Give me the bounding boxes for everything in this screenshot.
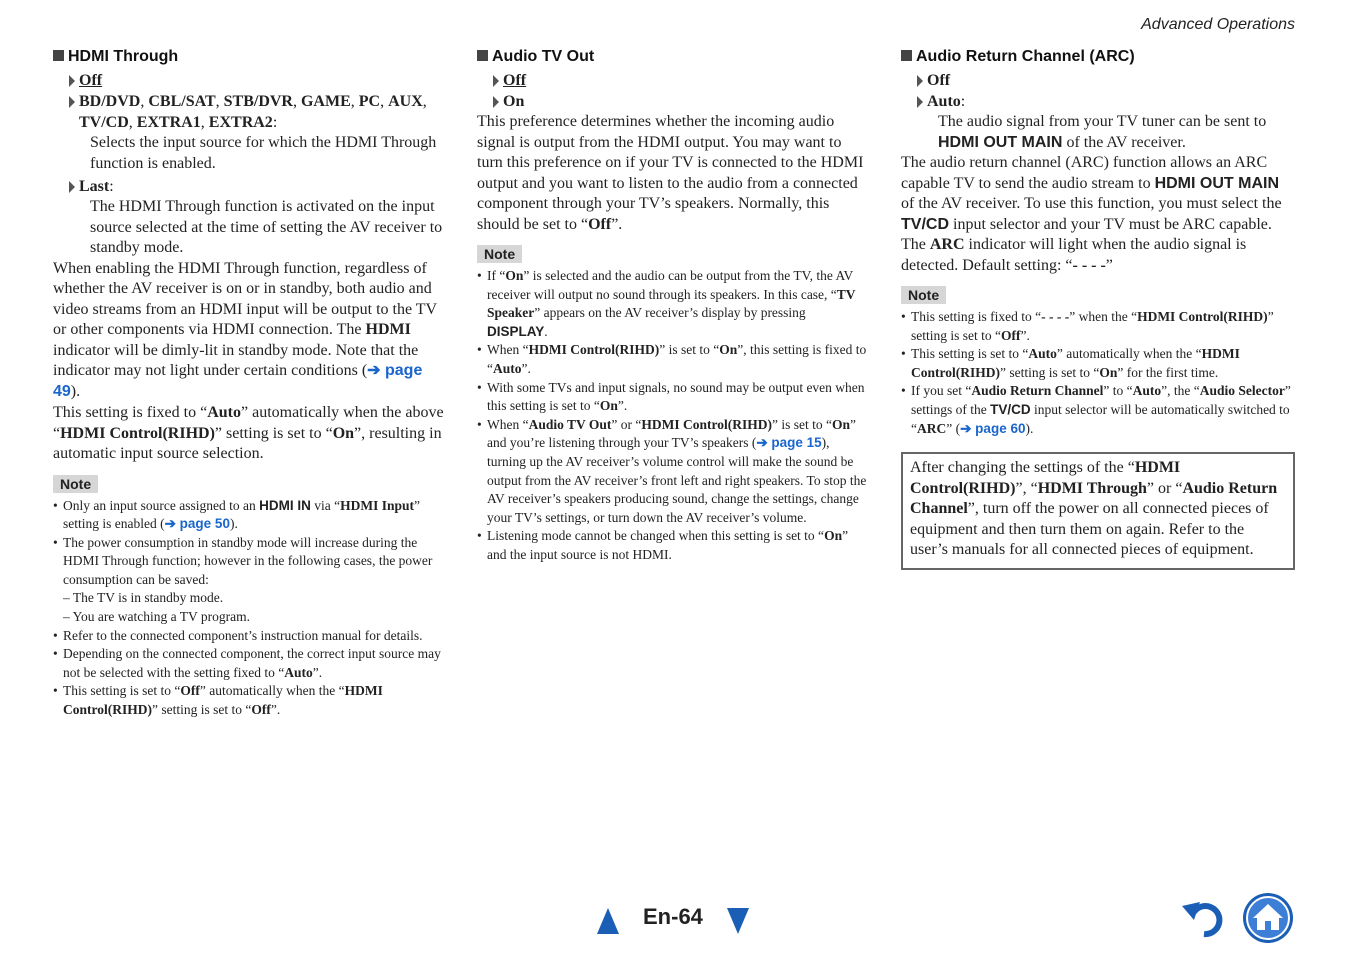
link-page-60[interactable]: ➔ page 60 — [960, 420, 1026, 436]
heading-arc: Audio Return Channel (ARC) — [901, 46, 1295, 68]
triangle-bullet-icon — [69, 75, 75, 87]
option-auto: Auto: — [917, 91, 1295, 112]
column-hdmi-through — [53, 46, 445, 720]
auto-description: The audio signal from your TV tuner can be sent to HDMI OUT MAIN of the AV receiver. — [938, 113, 1267, 151]
option-off: Off — [69, 70, 445, 91]
column-audio-tv-out — [477, 46, 869, 565]
page-footer-nav — [597, 902, 747, 938]
notes-list — [477, 267, 869, 565]
paragraph-hdmi-through: When enabling the HDMI Through function, regardless of whether the AV receiver is on or in standby, both audio and video streams from an HDMI input will be output to the TV or other components via HDMI connection. The HDMI indicator will be dimly-lit in standby mode. Note that the indicator may not light under certain conditions (➔ page 49). — [53, 259, 437, 400]
last-description: The HDMI Through function is activated on the input source selected at the time of setting the AV receiver to standby mode. — [90, 198, 443, 256]
list-item: • This setting is fixed to “- - - -” when the “HDMI Control(RIHD)” setting is set to “Off”. — [901, 308, 1295, 345]
option-on: On — [493, 91, 869, 112]
list-item: • When “HDMI Control(RIHD)” is set to “On”, this setting is fixed to “Auto”. — [477, 341, 869, 378]
triangle-bullet-icon — [493, 75, 499, 87]
option-off: Off — [917, 70, 1295, 91]
heading-audio-tv-out: Audio TV Out — [477, 46, 869, 68]
triangle-bullet-icon — [917, 96, 923, 108]
back-icon[interactable] — [1180, 896, 1230, 940]
option-off: Off — [493, 70, 869, 91]
list-item: • With some TVs and input signals, no sound may be output even when this setting is set to “On”. — [477, 379, 869, 416]
down-arrow-icon[interactable] — [727, 908, 749, 934]
column-arc — [901, 46, 1295, 570]
section-header: Advanced Operations — [1141, 16, 1295, 33]
square-bullet-icon — [53, 50, 64, 61]
list-item: • If “On” is selected and the audio can be output from the TV, the AV receiver will output no sound through its speakers. In this case, “TV Speaker” appears on the AV receiver’s display by pressing DISPLAY. — [477, 267, 869, 341]
option-last: Last: — [69, 176, 445, 197]
square-bullet-icon — [901, 50, 912, 61]
list-item: • Listening mode cannot be changed when this setting is set to “On” and the input source is not HDMI. — [477, 527, 869, 564]
link-page-15[interactable]: ➔ page 15 — [756, 435, 822, 451]
note-label: Note — [53, 475, 98, 493]
paragraph-arc: The audio return channel (ARC) function allows an ARC capable TV to send the audio stream to HDMI OUT MAIN of the AV receiver. To use this function, you must select the TV/CD input selector and your TV must be ARC capable. The ARC indicator will light when the audio signal is detected. Default setting: “- - - -” — [901, 154, 1282, 274]
triangle-bullet-icon — [493, 96, 499, 108]
page-number: En-64 — [643, 904, 703, 929]
note-label: Note — [901, 286, 946, 304]
list-item: • Only an input source assigned to an HDMI IN via “HDMI Input” setting is enabled (➔ page 50). — [53, 497, 445, 534]
paragraph-auto-fixed: This setting is fixed to “Auto” automatically when the above “HDMI Control(RIHD)” setting is set to “On”, resulting in automatic input source selection. — [53, 404, 444, 462]
list-item: • When “Audio TV Out” or “HDMI Control(RIHD)” is set to “On” and you’re listening through your TV’s speakers (➔ page 15), turning up the AV receiver’s volume control will make the sound be output from the AV receiver’s front left and right speakers. To stop the AV receiver’s speakers producing sound, change the settings, change your TV’s settings, or turn down the AV receiver’s volume. — [477, 416, 869, 528]
info-box: After changing the settings of the “HDMI Control(RIHD)”, “HDMI Through” or “Audio Return Channel”, turn off the power on all connected pieces of equipment and then turn them on again. Refer to the user’s manuals for all connected pieces of equipment. — [901, 452, 1295, 570]
list-item: • This setting is set to “Auto” automatically when the “HDMI Control(RIHD)” setting is set to “On” for the first time. — [901, 345, 1295, 382]
notes-list — [53, 497, 445, 720]
list-item: • Depending on the connected component, the correct input source may not be selected with the setting fixed to “Auto”. — [53, 645, 445, 682]
link-page-50[interactable]: ➔ page 50 — [164, 516, 230, 532]
link-page-49[interactable]: ➔ page 49 — [53, 362, 423, 400]
home-icon[interactable] — [1242, 892, 1294, 944]
list-item: • This setting is set to “Off” automatically when the “HDMI Control(RIHD)” setting is set to “Off”. — [53, 682, 445, 719]
option-sources: BD/DVD, CBL/SAT, STB/DVR, GAME, PC, AUX, TV/CD, EXTRA1, EXTRA2: — [69, 91, 445, 133]
heading-hdmi-through: HDMI Through — [53, 46, 445, 68]
list-item: • Refer to the connected component’s instruction manual for details. — [53, 627, 445, 646]
list-item: • If you set “Audio Return Channel” to “Auto”, the “Audio Selector” settings of the TV/CD input selector will be automatically switched to “ARC” (➔ page 60). — [901, 382, 1295, 438]
notes-list — [901, 308, 1295, 438]
up-arrow-icon[interactable] — [597, 908, 619, 934]
triangle-bullet-icon — [917, 75, 923, 87]
triangle-bullet-icon — [69, 181, 75, 193]
sources-description: Selects the input source for which the HDMI Through function is enabled. — [90, 134, 437, 172]
list-item: • The power consumption in standby mode will increase during the HDMI Through function; however in the following cases, the power consumption can be saved: – The TV is in standby mode. – You are watching a TV program. — [53, 534, 445, 627]
square-bullet-icon — [477, 50, 488, 61]
paragraph-audio-tv-out: This preference determines whether the incoming audio signal is output from the HDMI output. You may want to turn this preference on if your TV is connected to the HDMI output and you want to listen to the audio from a connected component through your TV’s speakers. Normally, this should be set to “Off”. — [477, 113, 864, 233]
note-label: Note — [477, 245, 522, 263]
triangle-bullet-icon — [69, 96, 75, 108]
